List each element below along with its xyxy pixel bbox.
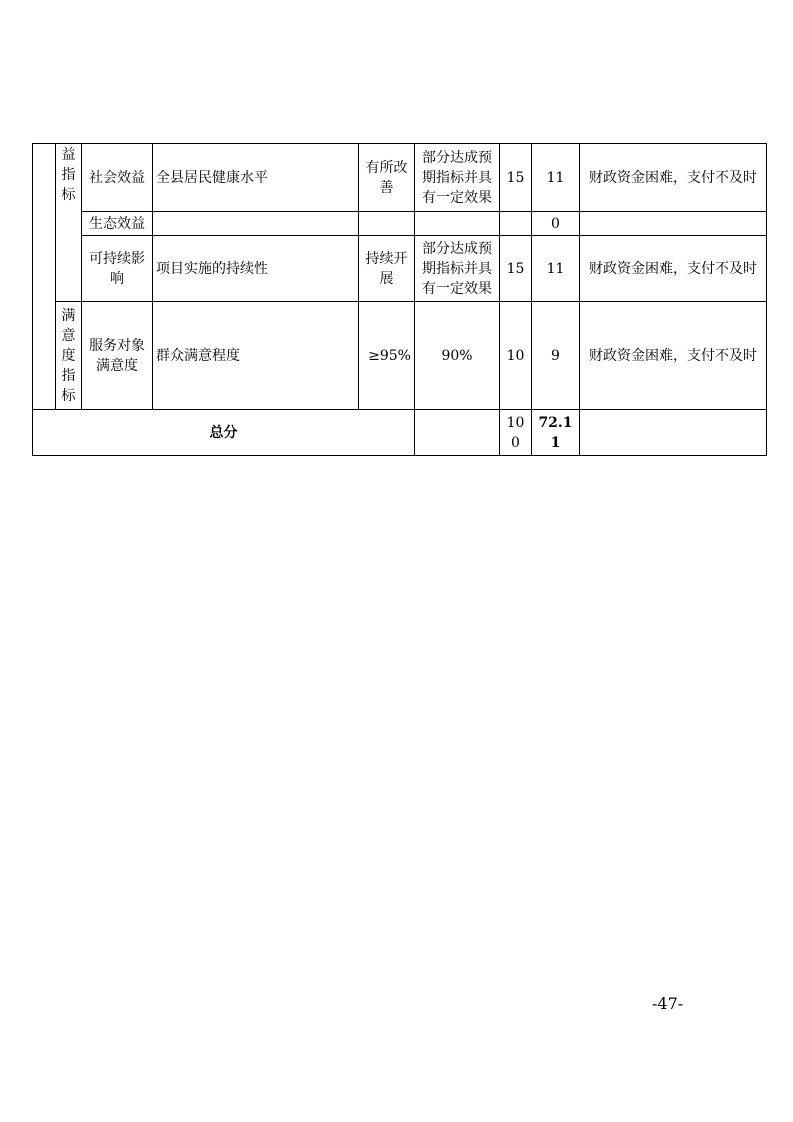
actual-cell: 部分达成预期指标并具有一定效果 bbox=[415, 144, 500, 212]
total-weight-cell: 100 bbox=[500, 410, 532, 456]
reason-cell: 财政资金困难，支付不及时 bbox=[580, 302, 767, 410]
score-cell: 0 bbox=[532, 212, 580, 236]
reason-cell: 财政资金困难，支付不及时 bbox=[580, 236, 767, 302]
total-score-cell: 72.11 bbox=[532, 410, 580, 456]
total-row bbox=[33, 410, 767, 456]
level2-cell: 益 指 标 bbox=[56, 144, 82, 302]
page-number: -47- bbox=[652, 994, 684, 1013]
table-row bbox=[33, 144, 767, 212]
level3-cell: 服务对象满意度 bbox=[82, 302, 153, 410]
weight-cell: 10 bbox=[500, 302, 532, 410]
target-cell: 持续开展 bbox=[359, 236, 415, 302]
score-cell: 11 bbox=[532, 236, 580, 302]
target-cell: ≥95% bbox=[359, 302, 415, 410]
table-row bbox=[33, 212, 767, 236]
score-cell: 11 bbox=[532, 144, 580, 212]
total-actual-cell bbox=[415, 410, 500, 456]
total-reason-cell bbox=[580, 410, 767, 456]
reason-cell bbox=[580, 212, 767, 236]
table-row bbox=[33, 302, 767, 410]
actual-cell bbox=[415, 212, 500, 236]
indicator-cell: 项目实施的持续性 bbox=[153, 236, 359, 302]
performance-table bbox=[32, 143, 767, 456]
level3-cell: 社会效益 bbox=[82, 144, 153, 212]
target-cell bbox=[359, 212, 415, 236]
weight-cell: 15 bbox=[500, 144, 532, 212]
weight-cell: 15 bbox=[500, 236, 532, 302]
total-label: 总分 bbox=[33, 410, 415, 456]
level2-cell: 满 意 度 指 标 bbox=[56, 302, 82, 410]
actual-cell: 90% bbox=[415, 302, 500, 410]
table-row bbox=[33, 236, 767, 302]
level3-cell: 生态效益 bbox=[82, 212, 153, 236]
actual-cell: 部分达成预期指标并具有一定效果 bbox=[415, 236, 500, 302]
score-cell: 9 bbox=[532, 302, 580, 410]
weight-cell bbox=[500, 212, 532, 236]
level1-cell bbox=[33, 144, 56, 410]
indicator-cell: 全县居民健康水平 bbox=[153, 144, 359, 212]
level3-cell: 可持续影响 bbox=[82, 236, 153, 302]
reason-cell: 财政资金困难，支付不及时 bbox=[580, 144, 767, 212]
indicator-cell bbox=[153, 212, 359, 236]
target-cell: 有所改善 bbox=[359, 144, 415, 212]
indicator-cell: 群众满意程度 bbox=[153, 302, 359, 410]
